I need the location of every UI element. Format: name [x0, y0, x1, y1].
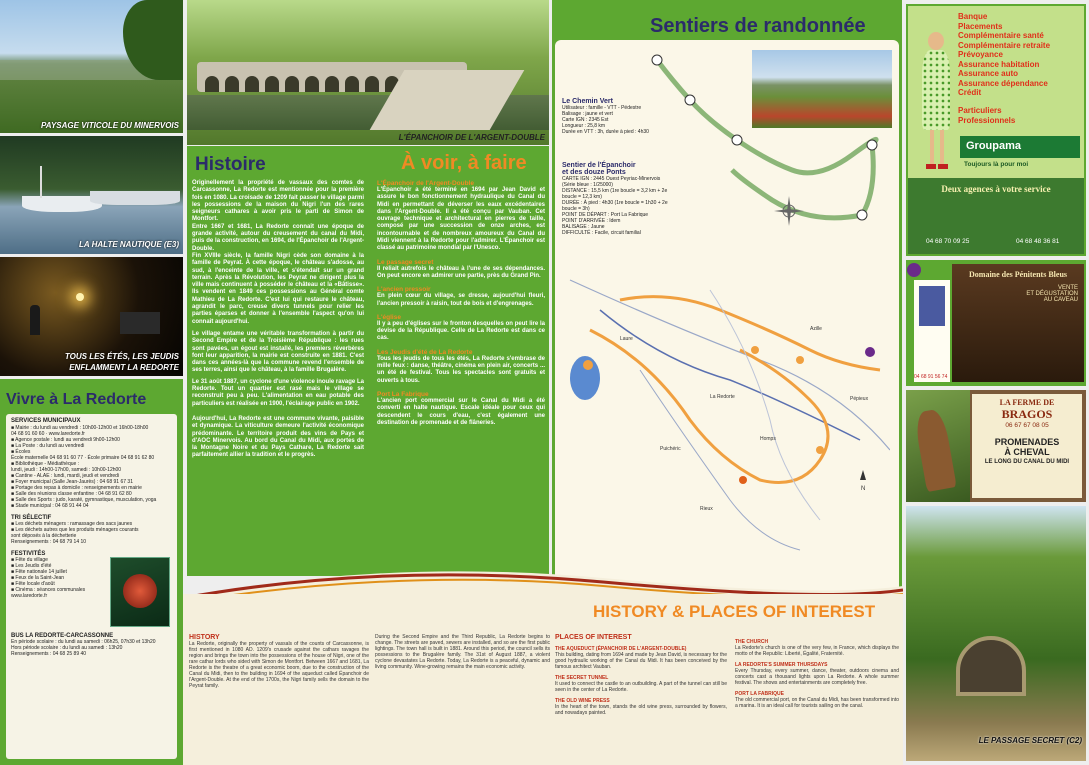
epanchoir-line: BALISAGE : Jaune [562, 224, 605, 230]
map-town-label: Azille [810, 326, 822, 332]
agence-phone-2: 04 68 48 36 81 [1016, 238, 1060, 245]
histoire-p1: Originellement la propriété de vassaux des comtes de Carcassonne, La Redorte est mentionnée pour la première fois en 1080. La croisade de 1209 fait passer le village parmi les possessions de la maison du Nigri l'un des rares seigneurs cathares à avoir pris le parti de Simon de Montfort. [192, 180, 364, 223]
groupama-service-item: Crédit [958, 88, 982, 97]
purple-bullet-icon [907, 263, 921, 277]
history-text: La Redorte, originally the property of vassals of the counts of Carcassonne, is first mentioned in 1080 AD. 1209's crusade against the cathars ravages the region and brings the town into the possessions of the house of Nigri, one of the rare cathar lords who sided with Simon de Montfort. Between 1667 and 1681, La Redorte is the theatre of a great economic boom, due to the construction of the Canal du Midi, then to the building in 1694 of the aqueduct called Épanchoir de l'Argent-Double. At the end of the 1700s, the Nigri family sells the domain to the Peyrat family. [189, 641, 369, 689]
services-line: ■ Bibliothèque - Médiathèque : [11, 461, 80, 467]
festivites-line: ■ Les Jeudis d'été [11, 563, 52, 569]
histoire-title: Histoire [195, 154, 266, 175]
history-heading: HISTORY [189, 634, 220, 641]
chemin-vert-line: Carte IGN : 2345 Est [562, 117, 609, 123]
epanchoir-photo [187, 0, 549, 145]
penitents-title: Domaine des Pénitents Bleus [969, 270, 1067, 279]
vivre-box [6, 414, 177, 759]
avoir-section-text: L'Épanchoir a été terminé en 1694 par Jean David et assure le bon fonctionnement hydraulique du Canal du Midi en permettant de déverser les eaux excédentaires dans l'Argent-Double. Il a été conçu par Vauban. Cet ouvrage technique et architectural en pierres de taille, composé par une succession de onze arches, est incontournable et de nombreux amoureux du Canal du Midi viennent à la Redorte pour l'admirer. L'Épanchoir est classé au patrimoine mondial par l'Unesco. [377, 187, 545, 252]
groupama-service-item: Assurance auto [958, 69, 1019, 78]
place-heading: PORT LA FABRIQUE [735, 691, 784, 697]
festivites-title: FESTIVITÉS [11, 551, 46, 557]
place-heading: THE CHURCH [735, 639, 769, 645]
places-list [555, 646, 727, 716]
bragos-phone: 06 67 67 08 05 [1005, 422, 1049, 429]
vineyard-caption: PAYSAGE VITICOLE DU MINERVOIS [41, 121, 179, 130]
epanchoir-line: POINT DE DÉPART : Port La Fabrique [562, 212, 649, 218]
avoir-section-text: L'ancien port commercial sur le Canal du Midi a été converti en halte nautique. Escale idéale pour ceux qui descendent le cours d'eau, c'est également une destination de promenade et de flâneries. [377, 397, 545, 426]
groupama-slogan: Toujours là pour moi [964, 161, 1029, 168]
tri-title: TRI SÉLECTIF [11, 515, 52, 521]
festivites-line: www.laredorte.fr [11, 593, 48, 599]
avoir-section-heading: Port La Fabrique [377, 390, 429, 398]
services-line: ■ Foyer municipal (Salle Jean-Jaurès) : 04 68 91 67 31 [11, 479, 133, 485]
svg-text:N: N [861, 486, 866, 492]
concert-caption-1: TOUS LES ÉTÉS, LES JEUDIS [64, 352, 179, 361]
penitents-phone: 04 68 91 56 74 [914, 374, 948, 380]
penitents-sub1: VENTE [1057, 285, 1078, 291]
places2-list [735, 639, 899, 709]
bus-line: En période scolaire : du lundi au samedi : 06h25, 07h30 et 13h20 [11, 639, 156, 645]
passage-caption: LE PASSAGE SECRET (C2) [978, 736, 1082, 745]
groupama-service-item: Assurance habitation [958, 59, 1040, 69]
tri-line: sont déposés à la déchetterie [11, 533, 77, 539]
services-line: ■ Stade municipal : 04 68 91 44 04 [11, 503, 89, 509]
bragos-title1: LA FERME DE [999, 398, 1055, 407]
bus-line: Renseignements : 04 68 25 89 40 [11, 651, 87, 657]
services-line: ■ Écoles [11, 449, 31, 455]
woman-illustration [920, 32, 956, 172]
penitents-sub3: AU CAVEAU [1043, 297, 1078, 303]
place-text: La Redorte's church is one of the very few, in France, which displays the motto of the Republic: Liberté, Égalité, Fraternité. [735, 645, 899, 657]
groupama-service-item: Placements [958, 21, 1003, 31]
map-town-label: Laure [620, 336, 633, 342]
epanchoir-line: DISTANCE : 15,5 km (1re boucle = 3,2 km + 2e [562, 188, 668, 194]
penitents-label [914, 280, 950, 382]
groupama-service-item: Complémentaire santé [958, 31, 1044, 40]
groupama-footer-band [908, 178, 1084, 254]
bragos-promo1: PROMENADES [994, 437, 1060, 447]
epanchoir-line: DURÉE : À pied : 4h30 (1re boucle = 1h30 + 2e [562, 200, 668, 206]
chemin-vert-line: Balisage : jaune et vert [562, 111, 613, 117]
groupama-footer: Deux agences à votre service [941, 184, 1051, 194]
epanchoir-line: CARTE IGN : 2445 Ouest Peyriac-Minervois [562, 176, 661, 182]
place-text: This building, dating from 1694 and made by Jean David, is necessary for the good hydraulic working of the Canal du Midi. It has been conceived by the famous architect Vauban. [555, 652, 727, 670]
avoir-section-heading: L'église [377, 313, 401, 321]
histoire-panel [187, 146, 549, 576]
festivites-line: ■ Fête nationale 14 juillet [11, 569, 67, 575]
groupama-service-item: Complémentaire retraite [958, 40, 1051, 50]
place-text: Every Thursday, every summer, dance, theater, outdoors cinema and concerts cast a thousand lights upon La Redorte. A whole summer festival. The shows and entertainments are completely free. [735, 668, 899, 686]
histoire-p4: Le village entame une véritable transformation à partir du Second Empire et de la Troisième République : les rues sont pavées, un égout est installé, les premiers réverbères font leur apparition, la mairie est construite en 1881. C'est dans ces années-là que la commune revend l'ensemble de ses terres, ainsi que le château, à la famille Brugalère. [192, 330, 364, 374]
bragos-sign [972, 394, 1082, 498]
epanchoir-trail-title2: et des douze Ponts [562, 169, 626, 176]
bridge-caption: L'ÉPANCHOIR DE L'ARGENT-DOUBLE [398, 133, 545, 142]
services-line: ■ Cantine - ALAE : lundi, mardi, jeudi et vendredi [11, 473, 120, 479]
avoir-section-text: En plein cœur du village, se dresse, aujourd'hui fleuri, l'ancien pressoir à raisin, tout de bois et d'engrenages. [377, 293, 545, 307]
avoir-section-heading: Le passage secret [377, 258, 434, 266]
services-line: 04 68 91 60 60 · www.laredorte.fr [11, 431, 85, 437]
vineyard-photo [0, 0, 183, 133]
bus-list [11, 639, 172, 657]
services-line: École maternelle 04 68 91 60 77 · École primaire 04 68 91 62 80 [11, 455, 155, 461]
place-heading: THE SECRET TUNNEL [555, 675, 609, 681]
sentiers-title: Sentiers de randonnée [650, 15, 866, 37]
avoir-section-heading: L'Épanchoir de l'Argent-Double [377, 180, 474, 187]
avoir-section-text: Il reliait autrefois le château à l'une de ses dépendances. On peut encore en admirer une partie, près du Grand Pin. [377, 265, 545, 279]
horse-photo [906, 390, 970, 502]
chemin-vert-line: Longueur : 25,8 km [562, 123, 606, 129]
place-heading: LA REDORTE'S SUMMER THURSDAYS [735, 662, 828, 668]
penitents-ad [906, 260, 1086, 386]
avoir-title: À voir, à faire [401, 152, 527, 174]
chemin-vert-line: Utilisateur : famille - VTT - Pédestre [562, 105, 642, 111]
epanchoir-line: (Série bleue : 1/25000) [562, 182, 613, 188]
chemin-vert-info [562, 98, 732, 135]
compass-icon [774, 196, 804, 226]
epanchoir-line: boucle = 3h) [562, 206, 590, 212]
festivites-line: ■ Feux de la Saint-Jean [11, 575, 65, 581]
services-list [11, 425, 172, 509]
bragos-title2: BRAGOS [1001, 407, 1053, 421]
epanchoir-line: boucle = 12,3 km) [562, 194, 602, 200]
map-town-label: Pépieux [850, 396, 869, 402]
place-text: In the heart of the town, stands the old wine press, surrounded by flowers, and nowadays painted. [555, 704, 727, 716]
concert-caption-2: ENFLAMMENT LA REDORTE [69, 363, 179, 372]
bragos-promo3: LE LONG DU CANAL DU MIDI [984, 459, 1070, 465]
place-heading: THE AQUEDUCT (ÉPANCHOIR DE L'ARGENT-DOUBLE) [555, 646, 687, 652]
passage-secret-photo [906, 506, 1086, 761]
penitents-photo [952, 264, 1084, 382]
places-heading: PLACES OF INTEREST [555, 634, 632, 641]
groupama-service-item: Prévoyance [958, 50, 1003, 59]
history-text-2: During the Second Empire and the Third Republic, La Redorte begins to change. The streets are paved, sewers are installed, and so are the first public lightings. The town hall is built in 1881. Around this period, the council sells its possessions to the Brugalère family. The 31st of August 1887, a violent cyclone devastates La Redorte. Today, La Redorte is a peaceful, dynamic and living community. Wine-growing remains the main economic activity. [375, 634, 550, 670]
avoir-section-heading: L'ancien pressoir [377, 286, 431, 294]
histoire-p5: Le 31 août 1887, un cyclone d'une violence inouïe ravage La Redorte. Tout un quartier est rasé mais le village se reconstruit peu à peu. L'alimentation en eau potable des particuliers est réalisée en 1900, l'éclairage public en 1902. [192, 378, 364, 407]
avoir-list [377, 180, 545, 427]
groupama-brand: Groupama [966, 140, 1022, 152]
festival-poster-image [110, 557, 170, 627]
concert-photo [0, 257, 183, 376]
map-town-label: Puichéric [660, 446, 681, 452]
place-heading: THE OLD WINE PRESS [555, 698, 610, 704]
festivites-line: ■ Cinéma : séances communales [11, 587, 86, 593]
groupama-sub-item: Particuliers [958, 106, 1002, 115]
avoir-section-text: Tous les jeudis de tous les étés, La Redorte s'embrase de mille feux : danse, théâtre, cinéma en plein air, concerts ... un été de festival. Tous les spectacles sont gratuits et ouverts à tous. [377, 355, 545, 384]
services-line: ■ Salle des réunions classe enfantine : 04 68 91 62 80 [11, 491, 132, 497]
tri-line: ■ Les déchets autres que les produits ménagers courants [11, 527, 139, 533]
groupama-services [958, 12, 1084, 98]
histoire-p2: Entre 1667 et 1681, La Redorte connaît une époque de grande activité, autour du creusement du canal du Midi, puis de la construction, en 1694, de l'Épanchoir de l'Argent-Double. [192, 223, 364, 252]
penitents-sub2: ET DÉGUSTATION [1026, 291, 1078, 297]
groupama-sub [958, 106, 1084, 126]
bus-line: Hors période scolaire : du lundi au samedi : 13h20 [11, 645, 123, 651]
services-title: SERVICES MUNICIPAUX [11, 418, 81, 424]
services-line: ■ Salle des Sports : judo, karaté, gymnastique, musculation, yoga [11, 497, 157, 503]
vivre-title: Vivre à La Redorte [6, 391, 147, 408]
bus-title: BUS LA REDORTE-CARCASSONNE [11, 633, 114, 639]
english-panel [183, 594, 903, 765]
services-line: ■ Agence postale : lundi au vendredi 9h00-12h00 [11, 437, 120, 443]
vivre-panel [0, 379, 183, 765]
services-line: ■ La Poste : du lundi au vendredi [11, 443, 85, 449]
histoire-p6: Aujourd'hui, La Redorte est une commune vivante, paisible et dynamique. La viticulture demeure l'activité économique prédominante. Le territoire produit des vins de Pays et d'AOC Minervois. Au bord du Canal du Midi, aux portes de la Montagne Noire et du Pays Cathare, La Redorte sait parfaitement allier la tradition et le progrès. [192, 415, 364, 459]
map-town-label: Homps [760, 436, 776, 442]
place-text: The old commercial port, on the Canal du Midi, has been transformed into a marina. It is an ideal call for tourists sailing on the canal. [735, 697, 899, 709]
epanchoir-line: POINT D'ARRIVÉE : Idem [562, 218, 621, 224]
tri-line: ■ Les déchets ménagers : ramassage des sacs jaunes [11, 521, 133, 527]
tri-list [11, 521, 172, 545]
festivites-line: ■ Fête locale d'août [11, 581, 55, 587]
groupama-sub-item: Professionnels [958, 116, 1016, 125]
groupama-ad [906, 4, 1086, 256]
agence-phone-1: 04 68 70 09 25 [926, 238, 970, 245]
halte-caption: LA HALTE NAUTIQUE (E3) [79, 240, 179, 249]
groupama-service-item: Assurance dépendance [958, 78, 1048, 88]
bragos-promo2: À CHEVAL [1004, 447, 1050, 457]
epanchoir-trail-title: Sentier de l'Épanchoir [562, 162, 636, 169]
festivites-line: ■ Fête du village [11, 557, 48, 563]
epanchoir-trail-info [562, 162, 752, 236]
map-town-label: La Redorte [710, 394, 735, 400]
map-town-label: Rieux [700, 506, 713, 512]
tri-line: Renseignements : 04 68 79 14 10 [11, 539, 87, 545]
chemin-vert-line: Durée en VTT : 3h, durée à pied : 4h30 [562, 129, 649, 135]
trail-map [560, 270, 890, 570]
festivites-list [11, 557, 106, 627]
avoir-section-text: Il y a peu d'églises sur le fronton desquelles on peut lire la devise de la République. Celle de La Redorte est dans ce cas. [377, 320, 545, 342]
services-line: lundi, jeudi : 14h00-17h00, samedi : 10h00-12h00 [11, 467, 122, 473]
bragos-ad [906, 390, 1086, 502]
halte-nautique-photo [0, 136, 183, 254]
chemin-vert-title: Le Chemin Vert [562, 98, 613, 105]
place-text: It used to connect the castle to an outbuilding. A part of the tunnel can still be seen in the center of La Redorte. [555, 681, 727, 693]
sentiers-panel [552, 0, 902, 600]
groupama-logo [960, 136, 1080, 158]
epanchoir-line: DIFFICULTÉ : Facile, circuit familial [562, 230, 641, 236]
english-title: HISTORY & PLACES OF INTEREST [593, 602, 876, 621]
services-line: ■ Portage des repas à domicile : renseignements en mairie [11, 485, 142, 491]
groupama-service-item: Banque [958, 12, 988, 21]
histoire-p3: Fin XVIIIe siècle, la famille Nigri cède son domaine à la famille de Peyrat. À cette époque, le château s'adosse, au sud, à l'enceinte de la ville, et s'étendait sur un grand terrain. Après la Révolution, les Peyrat ne dirigent plus la ville mais continuent à posséder le château et la «Bâtisse». Ils vendent en 1849 ces possessions au Général comte Mathieu de La Redorte. C'est lui qui restaure le château, agrandit le parc, creuse divers tunnels pour relier les parties éparses et donner à l'ensemble l'aspect qu'on lui connaît aujourd'hui. [192, 252, 364, 325]
services-line: ■ Mairie : du lundi au vendredi : 10h00-12h00 et 16h00-18h00 [11, 425, 149, 431]
avoir-section-heading: Les Jeudis d'été de La Redorte [377, 348, 473, 356]
